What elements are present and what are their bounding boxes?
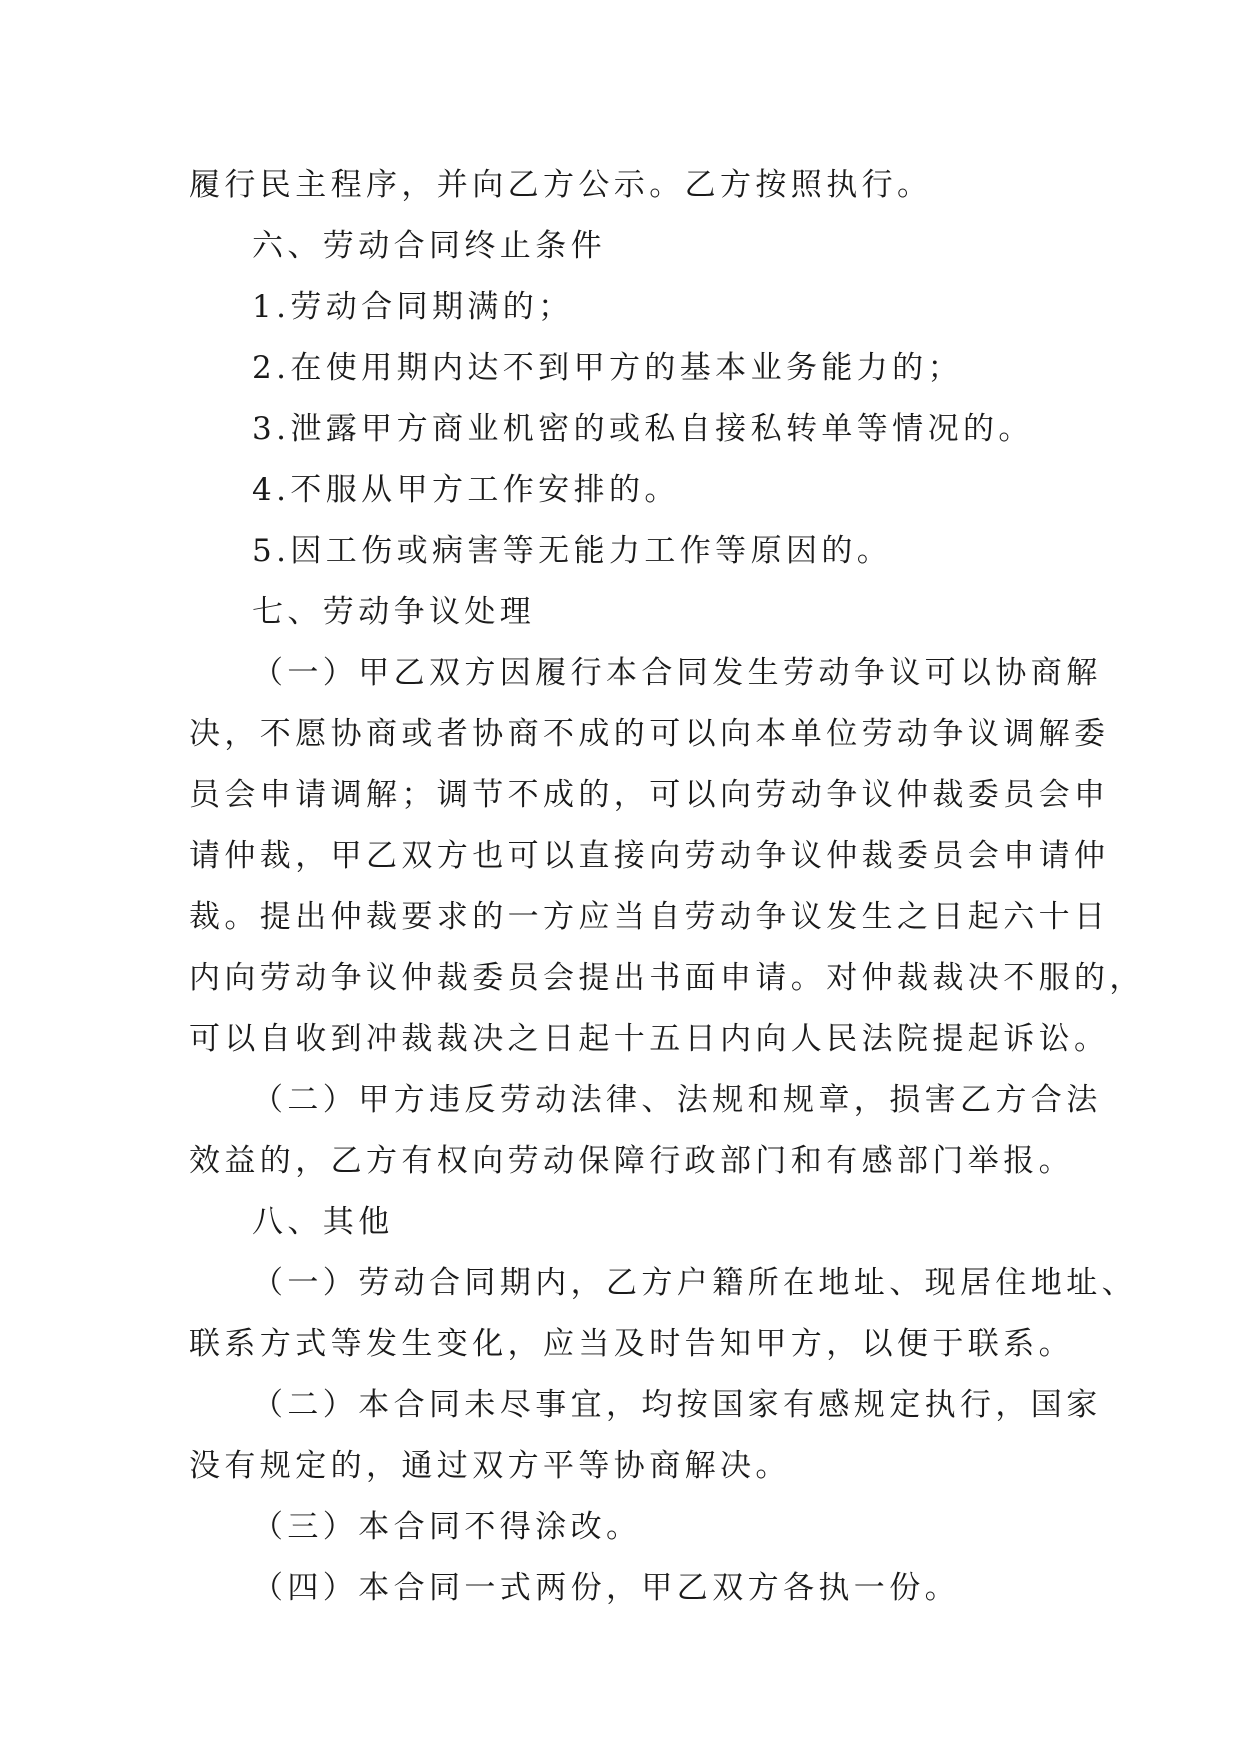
- paragraph-line: （四）本合同一式两份，甲乙双方各执一份。: [252, 1570, 960, 1606]
- paragraph-line: 裁。提出仲裁要求的一方应当自劳动争议发生之日起六十日: [189, 899, 1110, 935]
- section-heading-dispute: 七、劳动争议处理: [252, 594, 536, 630]
- paragraph-line: 联系方式等发生变化，应当及时告知甲方，以便于联系。: [189, 1326, 1074, 1362]
- list-item: 4.不服从甲方工作安排的。: [252, 472, 680, 508]
- paragraph-line: 决，不愿协商或者协商不成的可以向本单位劳动争议调解委: [189, 716, 1110, 752]
- paragraph-line: 没有规定的，通过双方平等协商解决。: [189, 1448, 791, 1484]
- paragraph-line: （二）本合同未尽事宜，均按国家有感规定执行，国家: [252, 1387, 1102, 1423]
- list-item: 2.在使用期内达不到甲方的基本业务能力的；: [252, 350, 963, 386]
- paragraph-line: 员会申请调解；调节不成的，可以向劳动争议仲裁委员会申: [189, 777, 1110, 813]
- paragraph-line: （一）甲乙双方因履行本合同发生劳动争议可以协商解: [252, 655, 1102, 691]
- paragraph-line: 效益的，乙方有权向劳动保障行政部门和有感部门举报。: [189, 1143, 1074, 1179]
- paragraph-line: （一）劳动合同期内，乙方户籍所在地址、现居住地址、: [252, 1265, 1137, 1301]
- paragraph-line: 内向劳动争议仲裁委员会提出书面申请。对仲裁裁决不服的，: [189, 960, 1145, 996]
- paragraph-line: 可以自收到冲裁裁决之日起十五日内向人民法院提起诉讼。: [189, 1021, 1110, 1057]
- list-item: 5.因工伤或病害等无能力工作等原因的。: [252, 533, 893, 569]
- section-heading-termination: 六、劳动合同终止条件: [252, 228, 606, 264]
- paragraph-line: （三）本合同不得涂改。: [252, 1509, 642, 1545]
- paragraph-line: 请仲裁，甲乙双方也可以直接向劳动争议仲裁委员会申请仲: [189, 838, 1110, 874]
- paragraph-line: （二）甲方违反劳动法律、法规和规章，损害乙方合法: [252, 1082, 1102, 1118]
- paragraph-line: 履行民主程序，并向乙方公示。乙方按照执行。: [189, 167, 933, 203]
- list-item: 1.劳动合同期满的；: [252, 289, 574, 325]
- document-body: [189, 155, 1145, 1619]
- list-item: 3.泄露甲方商业机密的或私自接私转单等情况的。: [252, 411, 1034, 447]
- section-heading-other: 八、其他: [252, 1204, 394, 1240]
